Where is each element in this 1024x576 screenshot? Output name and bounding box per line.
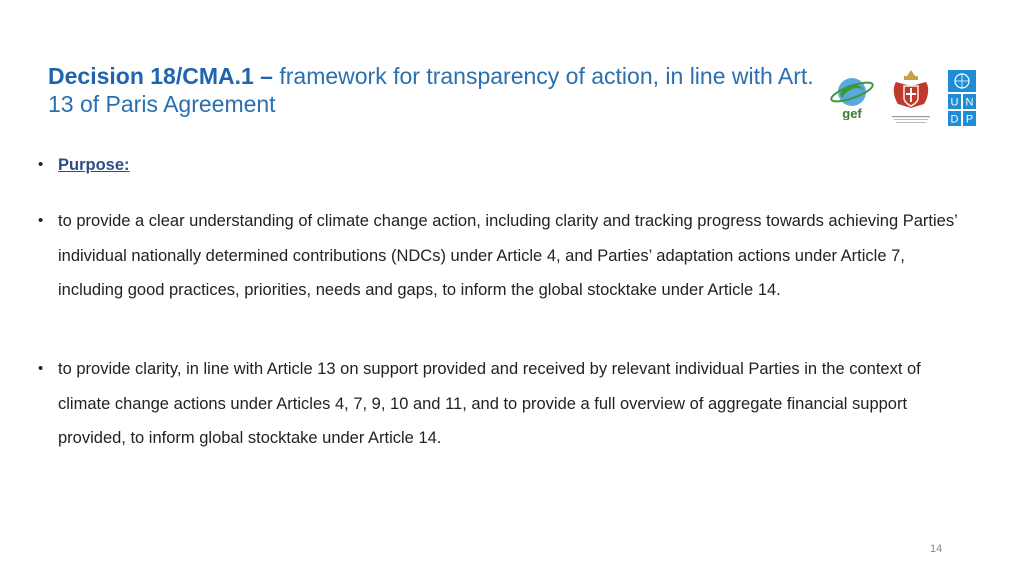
svg-text:N: N	[965, 96, 974, 109]
gef-logo-icon	[828, 72, 876, 120]
undp-logo-icon	[948, 70, 976, 126]
svg-text:D: D	[950, 113, 959, 126]
bullet-dot: •	[38, 156, 44, 173]
svg-text:U: U	[950, 96, 959, 109]
bullet-dot: •	[38, 212, 44, 229]
title-decision: Decision 18/CMA.1 –	[48, 63, 273, 89]
bullet-purpose	[30, 156, 130, 175]
serbia-coat-of-arms-icon	[888, 68, 934, 130]
bullet-item-1-text: to provide a clear understanding of climate change action, including clarity and tracking progress towards achieving Parties’ individual nationally determined contributions (NDCs) under Article 4, and Parties’ adaptation actions under Article 7, including good practices, priorities, needs and gaps, to inform the global stocktake under Article 14.	[58, 212, 958, 299]
gef-logo-text: gef	[842, 106, 862, 120]
svg-text:P: P	[965, 113, 974, 126]
title-description: framework for transparency of action, in line with Art. 13 of Paris Agreement	[48, 63, 814, 117]
page-number: 14	[930, 543, 943, 555]
bullet-dot: •	[38, 360, 44, 377]
bullet-item-2-text: to provide clarity, in line with Article 13 on support provided and received by relevant individual Parties in the context of climate change actions under Articles 4, 7, 9, 10 and 11, and to provide a full overview of aggregate financial support provided, to inform global stocktake under Article 14.	[58, 360, 921, 447]
purpose-label: Purpose:	[58, 156, 130, 174]
bullet-item-2	[30, 352, 970, 456]
bullet-item-1	[30, 204, 970, 308]
slide-title	[48, 62, 818, 118]
